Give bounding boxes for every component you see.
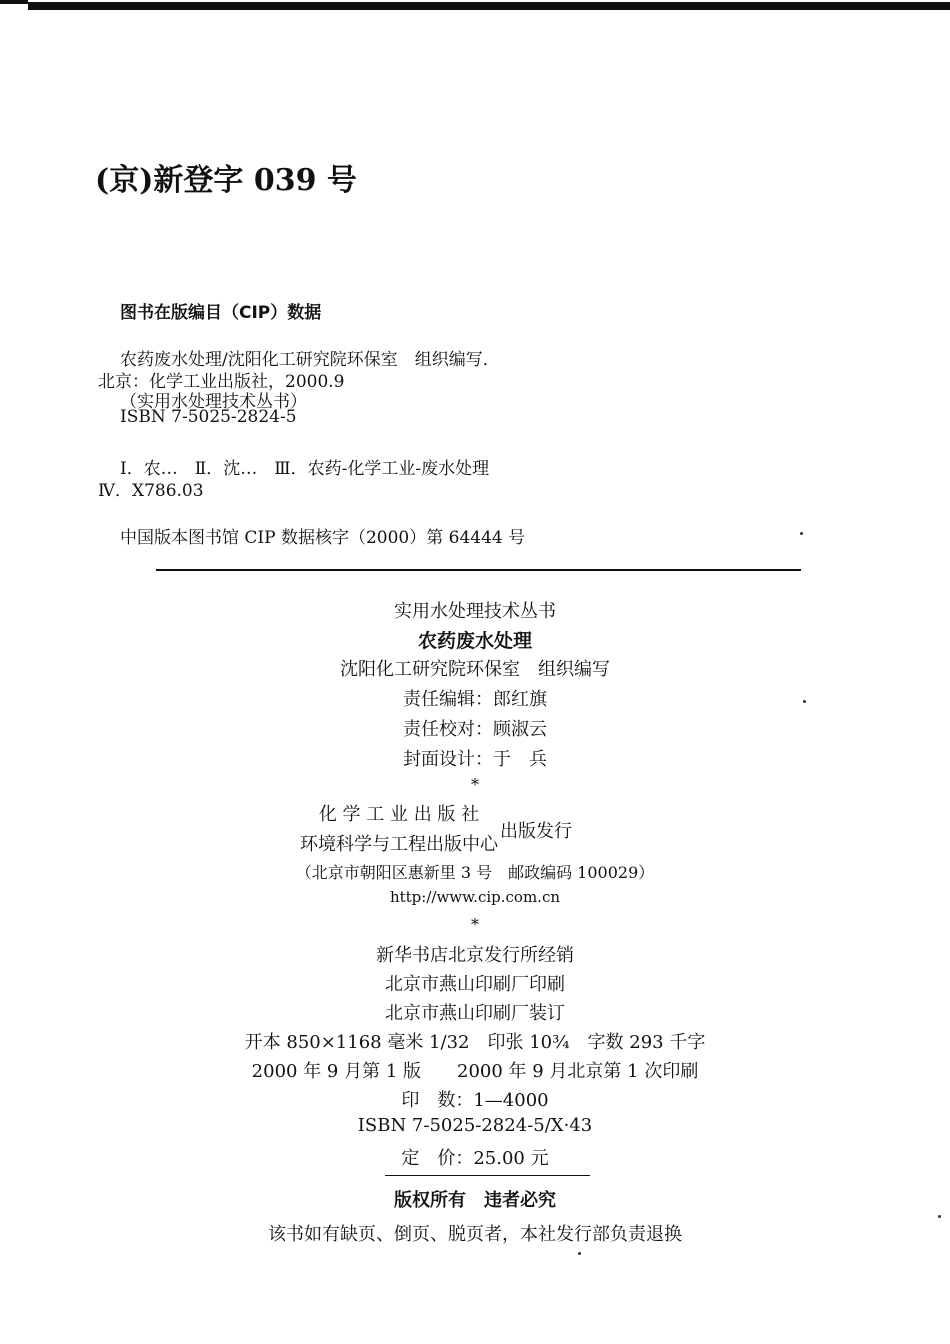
print-run-line: 印 数：1—4000 [401,1090,549,1111]
price-underline [385,1175,590,1176]
scan-speck [800,532,803,535]
cip-verification: 中国版本图书馆 CIP 数据核字（2000）第 64444 号 [120,528,526,548]
publisher-block [300,800,572,860]
scan-speck [938,1215,941,1218]
publisher-address: （北京市朝阳区惠新里 3 号 邮政编码 100029） [295,863,655,882]
divider-rule [156,569,801,571]
author-line: 沈阳化工研究院环保室 组织编写 [340,659,610,680]
cip-line-3: （实用水处理技术丛书） [120,392,307,412]
series-name: 实用水处理技术丛书 [394,601,556,622]
format-line: 开本 850×1168 毫米 1/32 印张 10¾ 字数 293 千字 [244,1032,706,1053]
editor-line: 责任编辑：郎红旗 [403,689,547,710]
separator-star-1: * [471,775,479,794]
cip-subject-line: Ⅰ．农… Ⅱ．沈… Ⅲ．农药-化学工业-废水处理 [120,459,490,479]
registration-number: (京)新登字 039 号 [95,163,357,198]
scan-speck [578,1252,581,1255]
publisher-center: 环境科学与工程出版中心 [300,834,498,855]
printer-line: 北京市燕山印刷厂印刷 [385,974,565,995]
publisher-url: http://www.cip.com.cn [389,888,561,906]
proofreader-line: 责任校对：顾淑云 [403,719,547,740]
cip-class-line: Ⅳ．X786.03 [98,481,204,501]
separator-star-2: * [471,915,479,934]
scan-top-border [28,2,950,10]
cip-line-2: 北京：化学工业出版社，2000.9 [98,372,345,392]
return-notice: 该书如有缺页、倒页、脱页者，本社发行部负责退换 [268,1224,682,1245]
cip-heading: 图书在版编目（CIP）数据 [120,303,322,323]
distributor-line: 新华书店北京发行所经销 [376,945,574,966]
cover-design-line: 封面设计：于 兵 [403,749,547,770]
binder-line: 北京市燕山印刷厂装订 [385,1003,565,1024]
cip-line-4: ISBN 7-5025-2824-5 [120,407,297,427]
price-line: 定 价：25.00 元 [401,1148,549,1169]
edition-line: 2000 年 9 月第 1 版 2000 年 9 月北京第 1 次印刷 [251,1061,699,1082]
scan-edge-mark [0,0,28,4]
publisher-name: 化 学 工 业 出 版 社 [318,804,480,825]
book-title: 农药废水处理 [417,630,532,652]
copyright-line: 版权所有 违者必究 [394,1190,556,1211]
publisher-suffix: 出版发行 [500,821,572,842]
scan-speck [803,700,806,703]
cip-line-1: 农药废水处理/沈阳化工研究院环保室 组织编写． [120,350,500,370]
isbn-line: ISBN 7-5025-2824-5/X·43 [357,1115,593,1136]
